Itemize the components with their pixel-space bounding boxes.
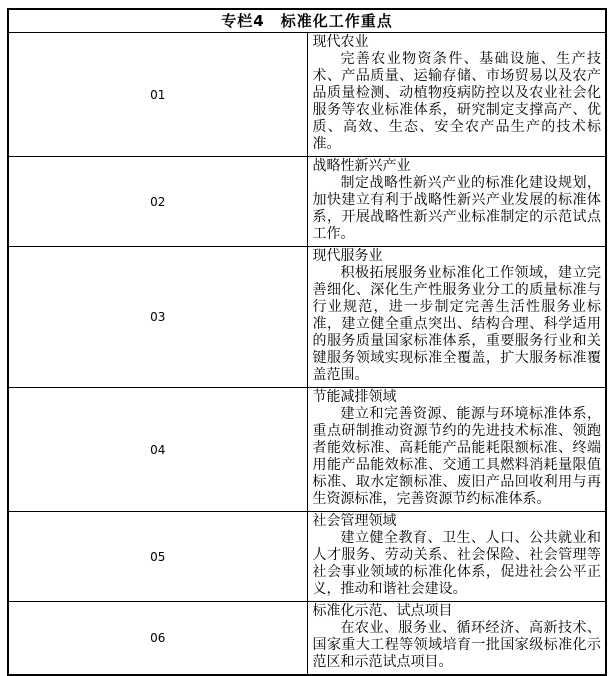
row-heading: 节能减排领域 <box>312 389 397 405</box>
table-body <box>8 9 606 675</box>
table-title-row <box>8 9 606 33</box>
row-number: 02 <box>8 157 307 247</box>
row-body-text: 制定战略性新兴产业的标准化建设规划，加快建立有利于战略性新兴产业发展的标准体系，开展战略性新兴产业标准制定的示范试点工作。 <box>312 175 601 242</box>
row-body-text: 建立和完善资源、能源与环境标准体系，重点研制推动资源节约的先进技术标准、领跑者能效标准、高耗能产品能耗限额标准、终端用能产品能效标准、交通工具燃料消耗量限值标准、取水定额标准、废旧产品回收利用与再生资源标准，完善资源节约标准体系。 <box>312 406 601 507</box>
row-heading: 战略性新兴产业 <box>312 158 411 174</box>
row-number: 03 <box>8 247 307 388</box>
row-heading: 现代服务业 <box>312 248 383 264</box>
row-body-text: 完善农业物资条件、基础设施、生产技术、产品质量、运输存储、市场贸易以及农产品质量检测、动植物疫病防控以及农业社会化服务等农业标准体系，研究制定支撑高产、优质、高效、生态、安全农产品生产的技术标准。 <box>312 51 601 152</box>
row-heading: 标准化示范、试点项目 <box>312 603 453 619</box>
standardization-priorities-table <box>7 8 607 676</box>
row-heading: 现代农业 <box>312 34 369 50</box>
row-number: 05 <box>8 512 307 602</box>
table-row <box>8 388 606 512</box>
row-body-text: 积极拓展服务业标准化工作领域，建立完善细化、深化生产性服务业分工的质量标准与行业规范，进一步制定完善生活性服务业标准，建立健全重点突出、结构合理、科学适用的服务质量国家标准体系，重要服务行业和关键服务领域实现标准全覆盖，扩大服务标准覆盖范围。 <box>312 265 601 383</box>
table-row <box>8 157 606 247</box>
row-body-text: 建立健全教育、卫生、人口、公共就业和人才服务、劳动关系、社会保险、社会管理等社会事业领域的标准化体系，促进社会公平正义，推动和谐社会建设。 <box>312 530 601 597</box>
table-row <box>8 602 606 676</box>
row-content-cell <box>307 512 606 602</box>
table-row <box>8 33 606 157</box>
row-content-cell <box>307 33 606 157</box>
row-content-cell <box>307 602 606 676</box>
row-content-cell <box>307 157 606 247</box>
row-number: 06 <box>8 602 307 676</box>
table-title: 专栏4 标准化工作重点 <box>8 9 606 33</box>
row-heading: 社会管理领域 <box>312 513 397 529</box>
table-row <box>8 247 606 388</box>
row-content-cell <box>307 388 606 512</box>
table-row <box>8 512 606 602</box>
row-number: 01 <box>8 33 307 157</box>
row-number: 04 <box>8 388 307 512</box>
row-content-cell <box>307 247 606 388</box>
row-body-text: 在农业、服务业、循环经济、高新技术、国家重大工程等领域培育一批国家级标准化示范区和示范试点项目。 <box>312 620 601 670</box>
